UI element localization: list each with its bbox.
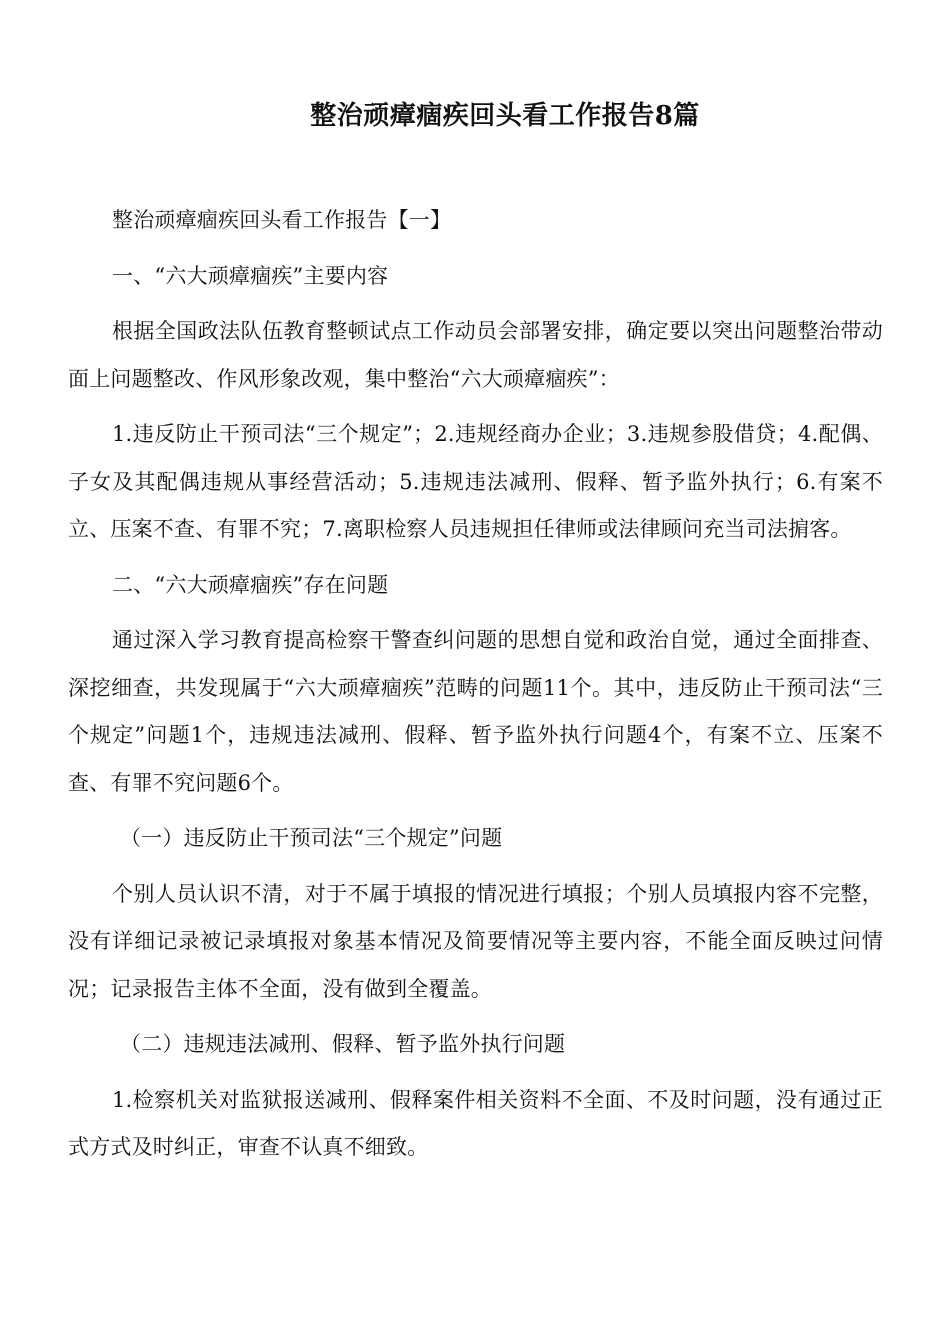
section-heading-2: 二、“六大顽瘴痼疾”存在问题	[112, 572, 389, 597]
body-paragraph: 通过深入学习教育提高检察干警查纠问题的思想自觉和政治自觉，通过全面排查、深挖细查，共发现属于“六大顽瘴痼疾”范畴的问题11个。其中，违反防止干预司法“三个规定”问题1个，违规违法减刑、假释、暂予监外执行问题4个，有案不立、压案不查、有罪不究问题6个。	[68, 628, 883, 795]
body-paragraph: 1.检察机关对监狱报送减刑、假释案件相关资料不全面、不及时问题，没有通过正式方式及时纠正，审查不认真不细致。	[68, 1087, 883, 1159]
body-paragraph: 根据全国政法队伍教育整顿试点工作动员会部署安排，确定要以突出问题整治带动面上问题整改、作风形象改观，集中整治“六大顽瘴痼疾”：	[68, 319, 883, 391]
document-body	[68, 197, 883, 1180]
body-paragraph: 个别人员认识不清，对于不属于填报的情况进行填报；个别人员填报内容不完整，没有详细记录被记录填报对象基本情况及简要情况等主要内容，不能全面反映过问情况；记录报告主体不全面，没有做到全覆盖。	[68, 881, 883, 1001]
subsection-heading-2: （二）违规违法减刑、假释、暂予监外执行问题	[120, 1032, 566, 1056]
document-title: 整治顽瘴痼疾回头看工作报告8篇	[310, 101, 700, 131]
section-heading-1: 一、“六大顽瘴痼疾”主要内容	[112, 263, 389, 288]
body-paragraph: 1.违反防止干预司法“三个规定”；2.违规经商办企业；3.违规参股借贷；4.配偶、子女及其配偶违规从事经营活动；5.违规违法减刑、假释、暂予监外执行；6.有案不立、压案不查、有罪不究；7.离职检察人员违规担任律师或法律顾问充当司法掮客。	[68, 422, 883, 541]
report-heading: 整治顽瘴痼疾回头看工作报告【一】	[112, 208, 452, 232]
subsection-heading-1: （一）违反防止干预司法“三个规定”问题	[120, 826, 503, 850]
